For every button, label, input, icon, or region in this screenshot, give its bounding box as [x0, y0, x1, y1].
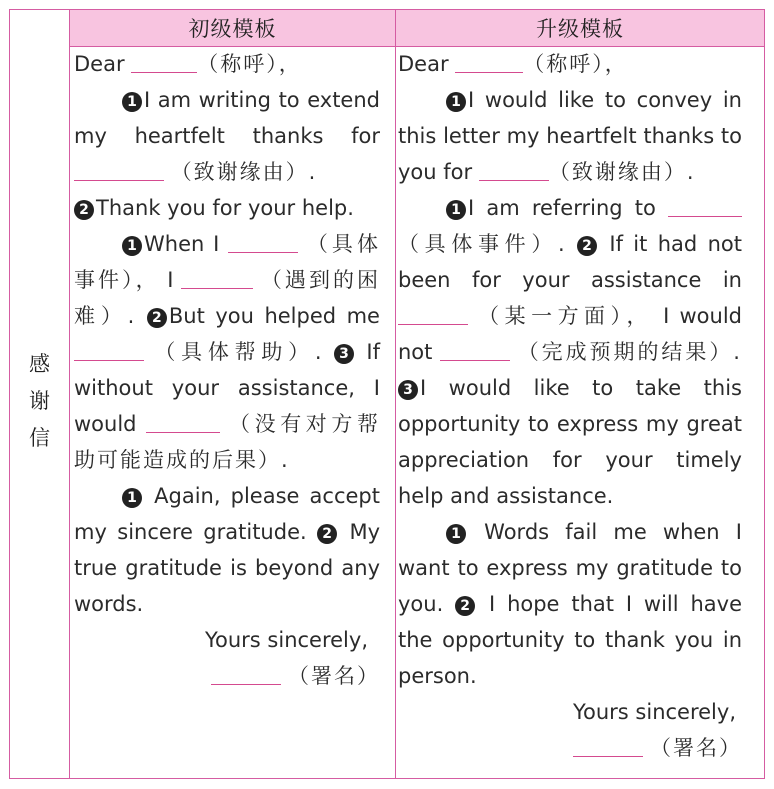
row-label-cell	[10, 46, 69, 778]
marker-2-icon: 2	[455, 596, 475, 616]
row-label	[10, 346, 69, 457]
blank-line	[228, 230, 298, 253]
column-header-basic: 初级模板	[188, 17, 277, 41]
greeting-line: Dear （称呼），	[74, 52, 302, 76]
marker-3-icon: 3	[398, 380, 418, 400]
blank-line	[573, 734, 643, 757]
blank-line	[211, 662, 281, 685]
closing-line: Yours sincerely,	[204, 628, 368, 652]
blank-line	[181, 266, 253, 289]
marker-1-icon: 1	[122, 236, 142, 256]
marker-2-icon: 2	[577, 236, 597, 256]
column-header-advanced: 升级模板	[536, 17, 624, 41]
paragraph-3: 1 Words fail me when I want to express my gratitude to you. 2 I hope that I will have the opportunity to thank you in person.	[398, 520, 742, 688]
marker-2-icon: 2	[147, 308, 167, 328]
row-label-char	[10, 346, 69, 457]
blank-line	[74, 338, 144, 361]
basic-template-text	[74, 46, 380, 694]
marker-3-icon: 3	[334, 344, 354, 364]
signature-line: （署名）	[398, 730, 742, 766]
paragraph-1: 1 I would like to convey in this letter my heartfelt thanks to you for （致谢缘由）.	[398, 88, 742, 184]
marker-1-icon: 1	[122, 92, 142, 112]
row-label-char: 信	[29, 426, 50, 450]
marker-1-icon: 1	[122, 488, 142, 508]
blank-line	[479, 158, 549, 181]
paragraph-2: 1 I am referring to （具体事件）. 2 If it had not been for your assistance in （某一方面）， I would not （完成预期的结果）. 3 I would like to take this opportunity to express my great appreciation for your timely help and assistance.	[398, 196, 742, 508]
marker-2-icon: 2	[74, 200, 94, 220]
marker-1-icon: 1	[446, 200, 466, 220]
paragraph-3: 1 Again, please accept my sincere gratitude. 2 My true gratitude is beyond any words.	[74, 484, 380, 616]
blank-line	[455, 50, 523, 73]
row-label-char: 谢	[29, 389, 50, 413]
column-divider	[69, 10, 70, 778]
closing-line: Yours sincerely,	[572, 700, 736, 724]
blank-line	[398, 302, 468, 325]
signature-line: （署名）	[74, 658, 380, 694]
advanced-template-text	[398, 46, 742, 766]
blank-line	[146, 410, 220, 433]
greeting-line: Dear （称呼），	[398, 52, 628, 76]
marker-1-icon: 1	[446, 524, 466, 544]
row-label-char: 感	[29, 352, 50, 376]
paragraph-2: 1 When I （具体事件）， I （遇到的困难）. 2 But you helped me （具体帮助）. 3 If without your assistance, I would （没有对方帮助可能造成的后果）.	[74, 232, 381, 472]
marker-2-icon: 2	[317, 524, 337, 544]
marker-1-icon: 1	[446, 92, 466, 112]
paragraph-1: 1 I am writing to extend my heartfelt thanks for （致谢缘由）. 2 Thank you for your help.	[74, 88, 380, 220]
blank-line	[74, 158, 164, 181]
blank-line	[131, 50, 197, 73]
blank-line	[668, 194, 742, 217]
column-divider	[395, 10, 396, 778]
blank-line	[440, 338, 510, 361]
